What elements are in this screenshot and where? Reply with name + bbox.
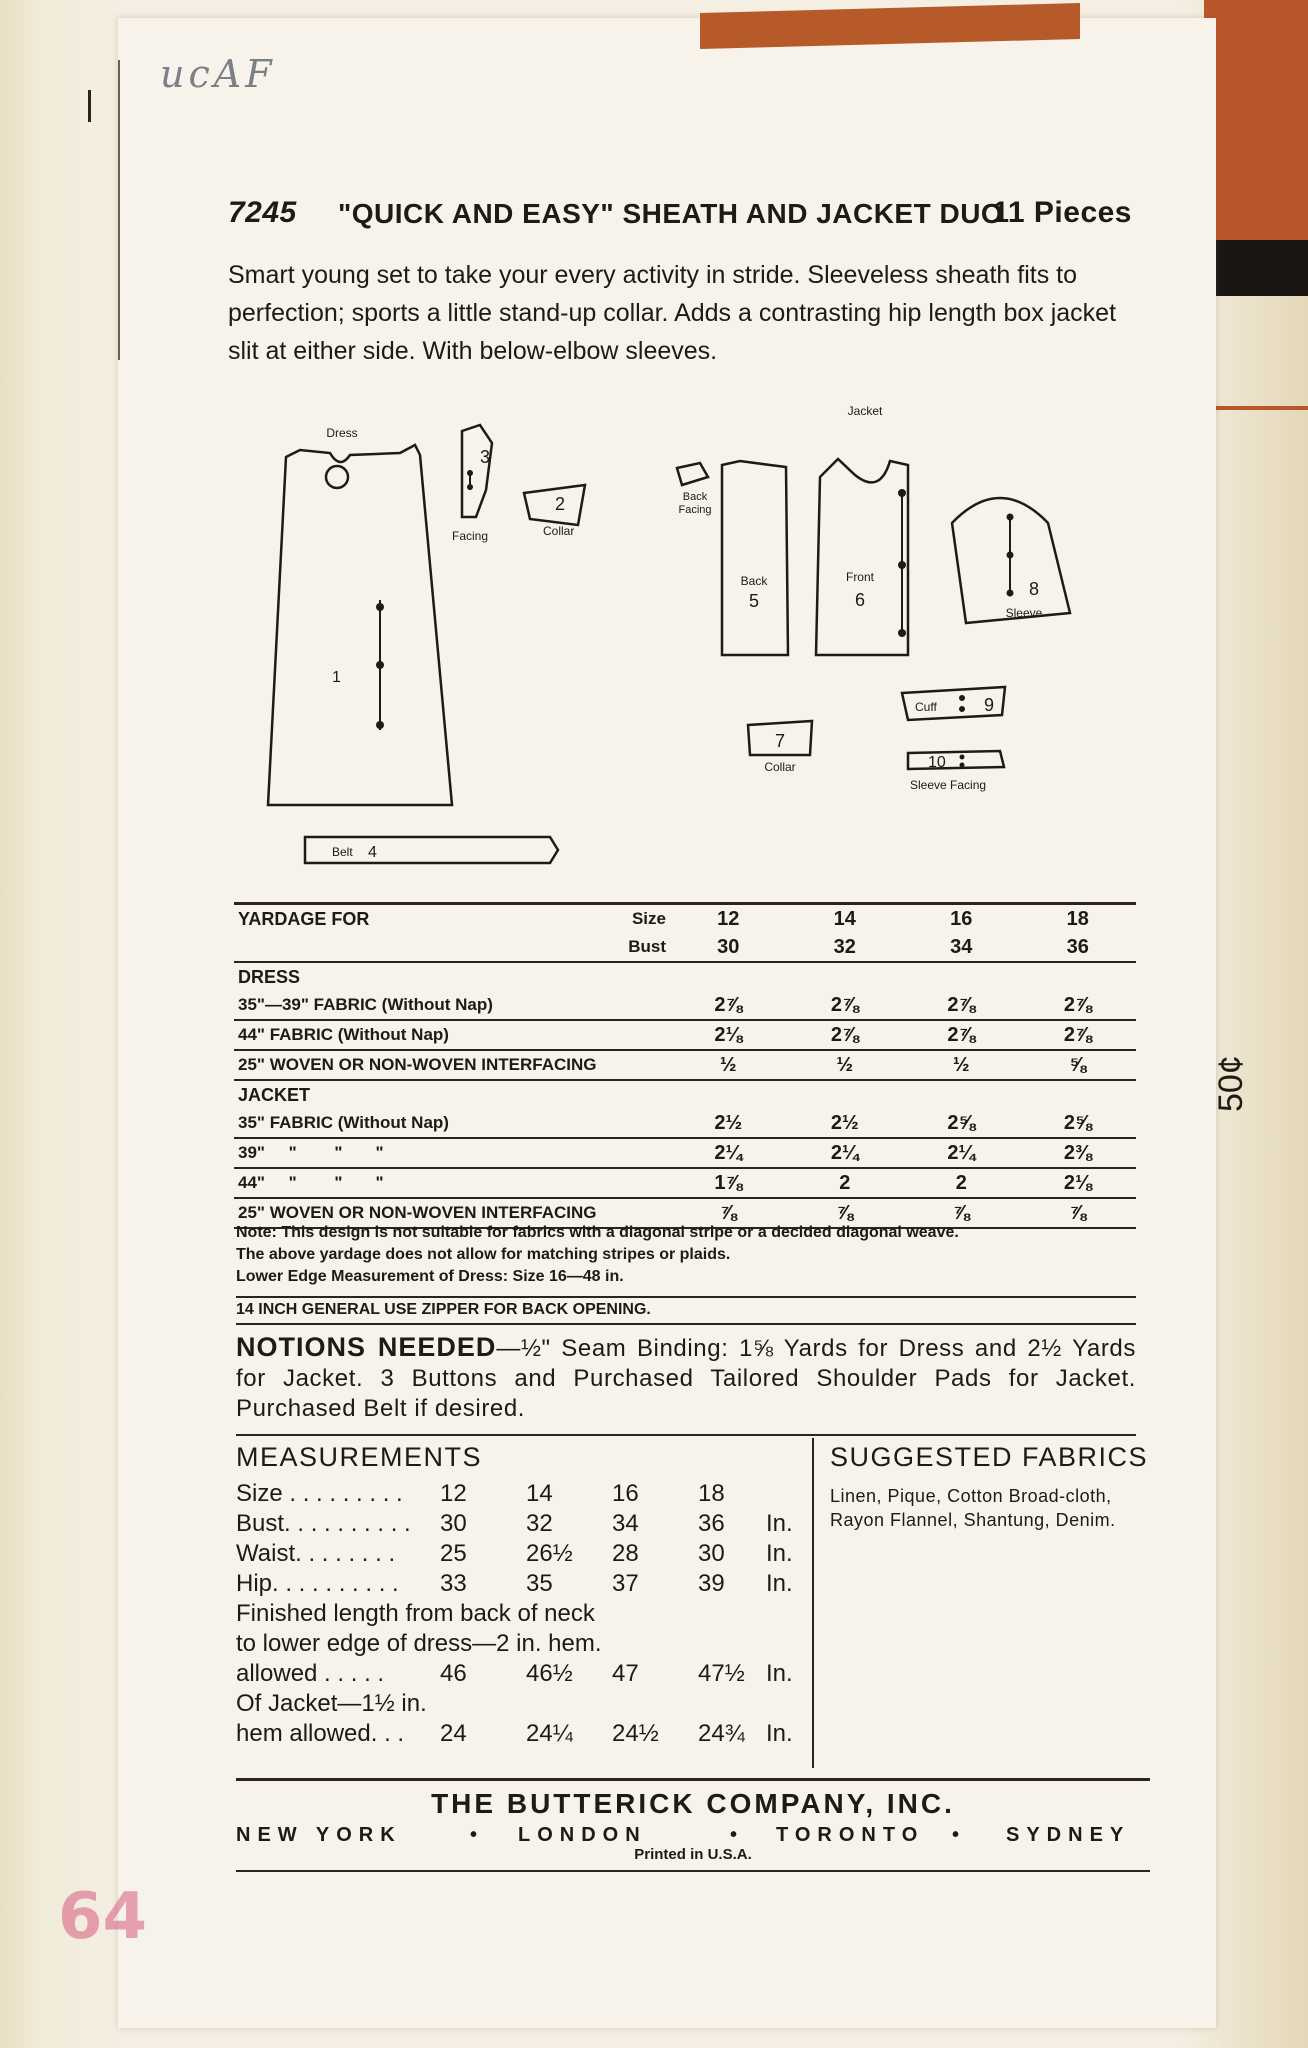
zipper-note: 14 INCH GENERAL USE ZIPPER FOR BACK OPENING.: [236, 1296, 1136, 1325]
piece-7-number: 7: [774, 731, 786, 751]
unit: In.: [766, 1570, 793, 1597]
cell: 1⅞: [670, 1168, 787, 1198]
row-label: 25" WOVEN OR NON-WOVEN INTERFACING: [234, 1198, 670, 1228]
piece-5-number: 5: [748, 591, 760, 611]
footer-rule-bottom: [236, 1870, 1150, 1872]
separator: •: [470, 1824, 485, 1846]
cell: 24½: [612, 1720, 659, 1747]
cell: 2: [903, 1168, 1020, 1198]
table-row: [236, 1570, 806, 1600]
cell: ⅞: [670, 1198, 787, 1228]
notions-text: —½" Seam Binding: 1⅝ Yards for Dress and 2½ Yards for Jacket. 3 Buttons and Purchased Tailored Shoulder Pads for Jacket. Purchased Belt if desired.: [236, 1335, 1136, 1422]
cell: 46: [440, 1660, 467, 1687]
measurements-table: [236, 1480, 806, 1750]
note-line: Note: This design is not suitable for fabrics with a diagonal stripe or a decided diagonal weave.: [236, 1224, 959, 1241]
cell: 24: [440, 1720, 467, 1747]
cell: 2⅞: [903, 991, 1020, 1020]
city: NEW YORK: [236, 1824, 402, 1846]
city: SYDNEY: [1006, 1824, 1131, 1846]
cell: 28: [612, 1540, 639, 1567]
back-facing-piece: [677, 463, 708, 485]
fabrics-text: Linen, Pique, Cotton Broad-cloth, Rayon Flannel, Shantung, Denim.: [830, 1486, 1116, 1530]
yardage-table: [234, 902, 1136, 1229]
pattern-header: [228, 196, 1132, 240]
cell: 2½: [787, 1109, 904, 1138]
piece-8-name: Sleeve: [1005, 606, 1043, 620]
cell: 33: [440, 1570, 467, 1597]
cell: 47½: [698, 1660, 745, 1687]
row-label: 44" " " ": [234, 1168, 670, 1198]
unit: In.: [766, 1720, 793, 1747]
length-line-2: to lower edge of dress—2 in. hem.: [236, 1630, 602, 1657]
pattern-pieces-diagram: [240, 395, 1080, 875]
pattern-title: "QUICK AND EASY" SHEATH AND JACKET DUO: [338, 198, 1004, 229]
jacket-line-1: Of Jacket—1½ in.: [236, 1690, 427, 1717]
yardage-title: YARDAGE FOR: [234, 904, 602, 934]
row-label: Size . . . . . . . . .: [236, 1480, 403, 1507]
note-line: Lower Edge Measurement of Dress: Size 16—48 in.: [236, 1268, 624, 1285]
pieces-count: 11 Pieces: [992, 196, 1132, 229]
piece-2-number: 2: [554, 494, 566, 514]
footer-rule-top: [236, 1778, 1150, 1781]
city: LONDON: [518, 1824, 647, 1846]
printed-note: Printed in U.S.A.: [634, 1846, 752, 1863]
cell: 2½: [670, 1109, 787, 1138]
piece-6-name: Front: [845, 570, 875, 584]
row-label: 39" " " ": [234, 1138, 670, 1168]
cell: 26½: [526, 1540, 573, 1567]
cell: ⅝: [1020, 1050, 1137, 1080]
size-16: 16: [903, 904, 1020, 934]
city: TORONTO: [776, 1824, 925, 1846]
row-label: 35" FABRIC (Without Nap): [234, 1109, 670, 1138]
left-margin-rule: [118, 60, 120, 360]
cell: 2⅛: [1020, 1168, 1137, 1198]
table-row: [234, 991, 1136, 1020]
facing-piece-3: [462, 425, 492, 517]
cell: ½: [670, 1050, 787, 1080]
cell: ⅞: [903, 1198, 1020, 1228]
piece-3-number: 3: [480, 447, 491, 467]
yardage-notes: [236, 1222, 1136, 1288]
size-14: 14: [787, 904, 904, 934]
table-row: [236, 1720, 806, 1750]
table-row: [236, 1510, 806, 1540]
column-divider: [812, 1438, 814, 1768]
color-strip-line: [1204, 406, 1308, 410]
cell: 32: [526, 1510, 553, 1537]
cell: 24¼: [526, 1720, 573, 1747]
cell: 46½: [526, 1660, 573, 1687]
row-label: 44" FABRIC (Without Nap): [234, 1020, 670, 1050]
back-facing-label-line2: Facing: [678, 504, 712, 516]
color-strip-orange: [1204, 0, 1308, 240]
row-label: allowed . . . . .: [236, 1660, 385, 1687]
fabrics-heading: SUGGESTED FABRICS: [830, 1442, 1149, 1472]
piece-10-number: 10: [928, 754, 946, 771]
cell: 34: [612, 1510, 639, 1537]
row-label: hem allowed. . .: [236, 1720, 405, 1747]
cell: ½: [903, 1050, 1020, 1080]
sleeve-facing-piece-10: [908, 751, 1004, 769]
back-piece-5: [722, 461, 788, 655]
table-row: [234, 1050, 1136, 1080]
left-tick-mark: [88, 90, 91, 122]
unit: In.: [766, 1540, 793, 1567]
piece-2-name: Collar: [543, 524, 575, 538]
front-piece-6: [816, 459, 908, 655]
cell: 30: [440, 1510, 467, 1537]
row-label: 25" WOVEN OR NON-WOVEN INTERFACING: [234, 1050, 670, 1080]
cell: 30: [698, 1540, 725, 1567]
table-row: [234, 1168, 1136, 1198]
unit: In.: [766, 1510, 793, 1537]
cell: 35: [526, 1570, 553, 1597]
piece-7-name: Collar: [764, 760, 796, 774]
cell: 2¼: [787, 1138, 904, 1168]
dress-piece-1: [268, 445, 452, 805]
unit: In.: [766, 1660, 793, 1687]
size-12: 12: [670, 904, 787, 934]
pink-stamp: 64: [58, 1880, 148, 1954]
table-row: [236, 1480, 806, 1510]
dress-label: Dress: [326, 426, 358, 440]
piece-9-number: 9: [984, 695, 995, 715]
separator: •: [952, 1824, 967, 1846]
table-row: [236, 1540, 806, 1570]
piece-8-number: 8: [1028, 579, 1040, 599]
piece-4-number: 4: [368, 844, 377, 861]
cell: 37: [612, 1570, 639, 1597]
bust-label: Bust: [602, 933, 670, 962]
pattern-number: 7245: [228, 196, 297, 229]
cell: 2⅞: [670, 991, 787, 1020]
bust-36: 36: [1020, 933, 1137, 962]
notions-section: [236, 1332, 1136, 1424]
bust-34: 34: [903, 933, 1020, 962]
size-label: Size: [602, 904, 670, 934]
piece-6-number: 6: [854, 590, 866, 610]
piece-9-name: Cuff: [915, 700, 937, 714]
cell: 2⅞: [1020, 991, 1137, 1020]
note-line: The above yardage does not allow for matching stripes or plaids.: [236, 1246, 731, 1263]
measurements-heading: MEASUREMENTS: [236, 1442, 483, 1472]
cell: 2⅞: [787, 991, 904, 1020]
cell: 2⅞: [1020, 1020, 1137, 1050]
bust-30: 30: [670, 933, 787, 962]
table-row: [234, 1020, 1136, 1050]
row-label: Waist. . . . . . . .: [236, 1540, 396, 1567]
cell: 14: [526, 1480, 553, 1507]
table-row: [234, 1138, 1136, 1168]
dress-heading: DRESS: [238, 966, 301, 987]
cell: 2: [787, 1168, 904, 1198]
length-line-1: Finished length from back of neck: [236, 1600, 595, 1627]
piece-4-name: Belt: [332, 845, 353, 859]
pattern-description: Smart young set to take your every activity in stride. Sleeveless sheath fits to perfection; sports a little stand-up collar. Adds a contrasting hip length box jacket slit at either side. With below-elbow sleeves.: [228, 261, 1117, 365]
cell: ⅞: [1020, 1198, 1137, 1228]
handwritten-note: ucAF: [160, 52, 276, 96]
cell: 2¼: [903, 1138, 1020, 1168]
piece-10-name: Sleeve Facing: [910, 778, 987, 792]
piece-1-number: 1: [332, 669, 341, 686]
back-facing-label-line1: Back: [682, 491, 708, 503]
notions-heading: NOTIONS NEEDED: [236, 1332, 497, 1362]
piece-5-name: Back: [740, 574, 768, 588]
table-row: [236, 1660, 806, 1690]
row-label: Bust. . . . . . . . . .: [236, 1510, 411, 1537]
jacket-label: Jacket: [847, 404, 883, 418]
jacket-heading: JACKET: [238, 1084, 311, 1105]
cell: ½: [787, 1050, 904, 1080]
company-name: THE BUTTERICK COMPANY, INC.: [431, 1788, 955, 1819]
cell: 2⅝: [903, 1109, 1020, 1138]
cell: 18: [698, 1480, 725, 1507]
cell: 36: [698, 1510, 725, 1537]
cell: 25: [440, 1540, 467, 1567]
cell: 2⅝: [1020, 1109, 1137, 1138]
separator: •: [730, 1824, 745, 1846]
row-label: Hip. . . . . . . . . .: [236, 1570, 399, 1597]
cell: 24¾: [698, 1720, 745, 1747]
cell: 2⅞: [787, 1020, 904, 1050]
cell: 2¼: [670, 1138, 787, 1168]
bust-32: 32: [787, 933, 904, 962]
cell: ⅞: [787, 1198, 904, 1228]
table-row: [234, 1109, 1136, 1138]
section-divider: [236, 1434, 1136, 1436]
cell: 16: [612, 1480, 639, 1507]
price-label: 50¢: [1212, 1055, 1250, 1112]
size-18: 18: [1020, 904, 1137, 934]
row-label: 35"—39" FABRIC (Without Nap): [234, 991, 670, 1020]
cell: 12: [440, 1480, 467, 1507]
cell: 2⅛: [670, 1020, 787, 1050]
color-strip-black: [1204, 240, 1308, 296]
cell: 39: [698, 1570, 725, 1597]
cell: 2⅜: [1020, 1138, 1137, 1168]
cell: 2⅞: [903, 1020, 1020, 1050]
piece-3-name: Facing: [452, 529, 489, 543]
cell: 47: [612, 1660, 639, 1687]
